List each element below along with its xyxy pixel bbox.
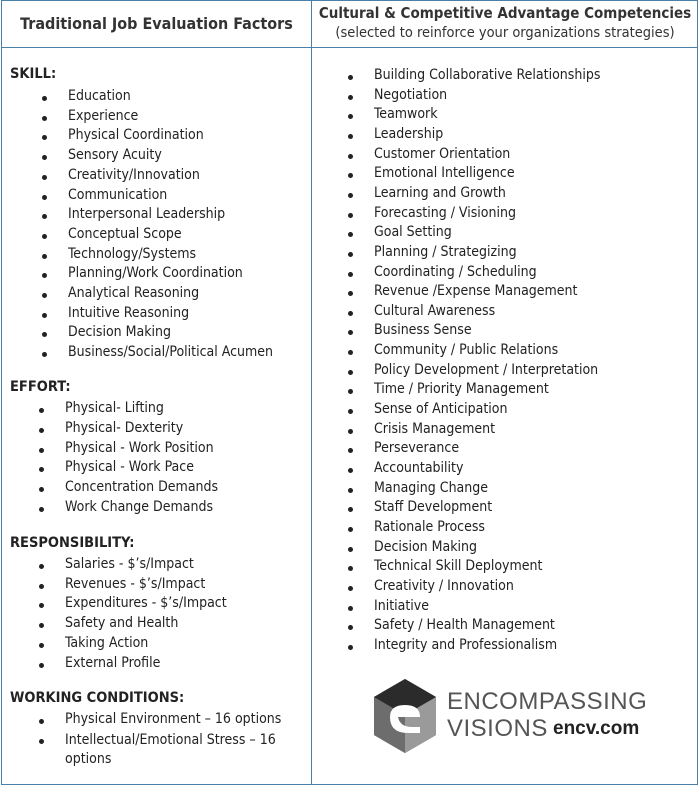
- bullet-icon: [348, 311, 353, 316]
- bullet-icon: [39, 564, 44, 569]
- list-item: Teamwork: [374, 106, 438, 123]
- bullet-icon: [348, 193, 353, 198]
- list-item: Decision Making: [374, 538, 477, 555]
- bullet-icon: [39, 428, 44, 433]
- list-item: Technical Skill Deployment: [374, 558, 543, 575]
- list-item: Concentration Demands: [65, 479, 219, 496]
- list-item: Staff Development: [374, 499, 493, 516]
- list-item: Business/Social/Political Acumen: [68, 344, 274, 361]
- section-title-responsibility: RESPONSIBILITY:: [10, 535, 135, 551]
- list-item: Time / Priority Management: [374, 381, 549, 398]
- bullet-icon: [39, 448, 44, 453]
- list-item: Experience: [68, 107, 139, 124]
- list-item: Expenditures - $’s/Impact: [65, 595, 227, 612]
- list-item: Coordinating / Scheduling: [374, 263, 537, 280]
- bullet-icon: [39, 719, 44, 724]
- list-item: Customer Orientation: [374, 145, 511, 162]
- list-item: Revenues - $’s/Impact: [65, 575, 206, 592]
- list-item: Sense of Anticipation: [374, 401, 508, 418]
- list-item: Physical- Dexterity: [65, 419, 184, 436]
- list-item: Sensory Acuity: [68, 147, 162, 164]
- list-item: Intellectual/Emotional Stress – 16 options: [65, 732, 276, 767]
- list-item: Leadership: [374, 125, 444, 142]
- bullet-icon: [348, 488, 353, 493]
- bullet-icon: [42, 116, 47, 121]
- list-item: Physical - Work Pace: [65, 459, 194, 476]
- right-header-title: Cultural & Competitive Advantage Competencies: [318, 4, 692, 22]
- logo-url: encv.com: [553, 718, 640, 739]
- encompassing-visions-logo-icon: [372, 677, 438, 755]
- list-item: Learning and Growth: [374, 184, 506, 201]
- list-item: Building Collaborative Relationships: [374, 67, 601, 83]
- logo-text-visions: VISIONS: [447, 715, 548, 742]
- list-item: Cultural Awareness: [374, 302, 496, 319]
- list-item: Initiative: [374, 597, 429, 614]
- list-item: Rationale Process: [374, 518, 485, 535]
- list-item: Physical- Lifting: [65, 400, 164, 416]
- list-item: Crisis Management: [374, 420, 496, 437]
- list-item: Safety / Health Management: [374, 617, 555, 634]
- bullet-icon: [348, 154, 353, 159]
- list-item: Goal Setting: [374, 224, 452, 241]
- bullet-icon: [348, 134, 353, 139]
- right-column-header: [312, 3, 698, 43]
- list-item: External Profile: [65, 654, 161, 671]
- bullet-icon: [348, 429, 353, 434]
- bullet-icon: [348, 370, 353, 375]
- list-item: Planning / Strategizing: [374, 243, 517, 260]
- bullet-icon: [39, 739, 44, 744]
- bullet-icon: [39, 663, 44, 668]
- list-item: Perseverance: [374, 440, 460, 457]
- bullet-icon: [42, 175, 47, 180]
- list-item: Creativity/Innovation: [68, 166, 200, 183]
- list-item: Business Sense: [374, 322, 472, 339]
- bullet-icon: [39, 643, 44, 648]
- bullet-icon: [42, 293, 47, 298]
- bullet-icon: [39, 408, 44, 413]
- list-item: Physical Coordination: [68, 127, 204, 144]
- list-item: Revenue /Expense Management: [374, 283, 578, 300]
- list-item: Technology/Systems: [68, 245, 197, 262]
- bullet-icon: [348, 468, 353, 473]
- list-item: Communication: [68, 186, 168, 203]
- list-item: Policy Development / Interpretation: [374, 361, 599, 378]
- list-item: Community / Public Relations: [374, 342, 559, 359]
- section-title-effort: EFFORT:: [10, 379, 71, 395]
- bullet-icon: [348, 527, 353, 532]
- list-item: Work Change Demands: [65, 499, 214, 515]
- logo-text-encompassing: ENCOMPASSING: [447, 688, 648, 715]
- list-item: Creativity / Innovation: [374, 577, 514, 594]
- list-item: Taking Action: [65, 634, 149, 651]
- list-item: Interpersonal Leadership: [68, 206, 226, 223]
- list-item: Accountability: [374, 460, 464, 476]
- list-item: Physical Environment – 16 options: [65, 711, 282, 727]
- bullet-icon: [42, 313, 47, 318]
- right-header-subtitle: (selected to reinforce your organizations strategies): [335, 25, 675, 41]
- bullet-icon: [348, 75, 353, 80]
- list-item: Managing Change: [374, 479, 489, 496]
- bullet-icon: [39, 584, 44, 589]
- bullet-icon: [348, 606, 353, 611]
- header-divider: [1, 47, 698, 48]
- list-item: Analytical Reasoning: [68, 285, 200, 301]
- bullet-icon: [348, 547, 353, 552]
- bullet-icon: [348, 645, 353, 650]
- column-divider: [311, 0, 312, 785]
- bullet-icon: [348, 213, 353, 218]
- bullet-icon: [348, 272, 353, 277]
- list-item: Salaries - $’s/Impact: [65, 556, 194, 572]
- bullet-icon: [42, 96, 47, 101]
- bullet-icon: [348, 252, 353, 257]
- bullet-icon: [39, 507, 44, 512]
- bullet-icon: [42, 254, 47, 259]
- list-item: Conceptual Scope: [68, 225, 182, 242]
- list-item: Emotional Intelligence: [374, 165, 515, 182]
- list-item: Integrity and Professionalism: [374, 636, 558, 653]
- list-item: Decision Making: [68, 324, 171, 341]
- list-item: Negotiation: [374, 86, 448, 103]
- bullet-icon: [348, 95, 353, 100]
- list-item: Intuitive Reasoning: [68, 304, 190, 321]
- bullet-icon: [42, 234, 47, 239]
- list-item: Planning/Work Coordination: [68, 265, 243, 282]
- bullet-icon: [42, 195, 47, 200]
- list-item: Forecasting / Visioning: [374, 204, 516, 221]
- list-item: Education: [68, 88, 131, 104]
- list-item: Physical - Work Position: [65, 439, 214, 456]
- section-title-skill: SKILL:: [10, 66, 57, 82]
- left-column-header: Traditional Job Evaluation Factors: [20, 14, 293, 33]
- bullet-icon: [348, 586, 353, 591]
- list-item: Safety and Health: [65, 615, 179, 632]
- section-title-working-conditions: WORKING CONDITIONS:: [10, 690, 185, 706]
